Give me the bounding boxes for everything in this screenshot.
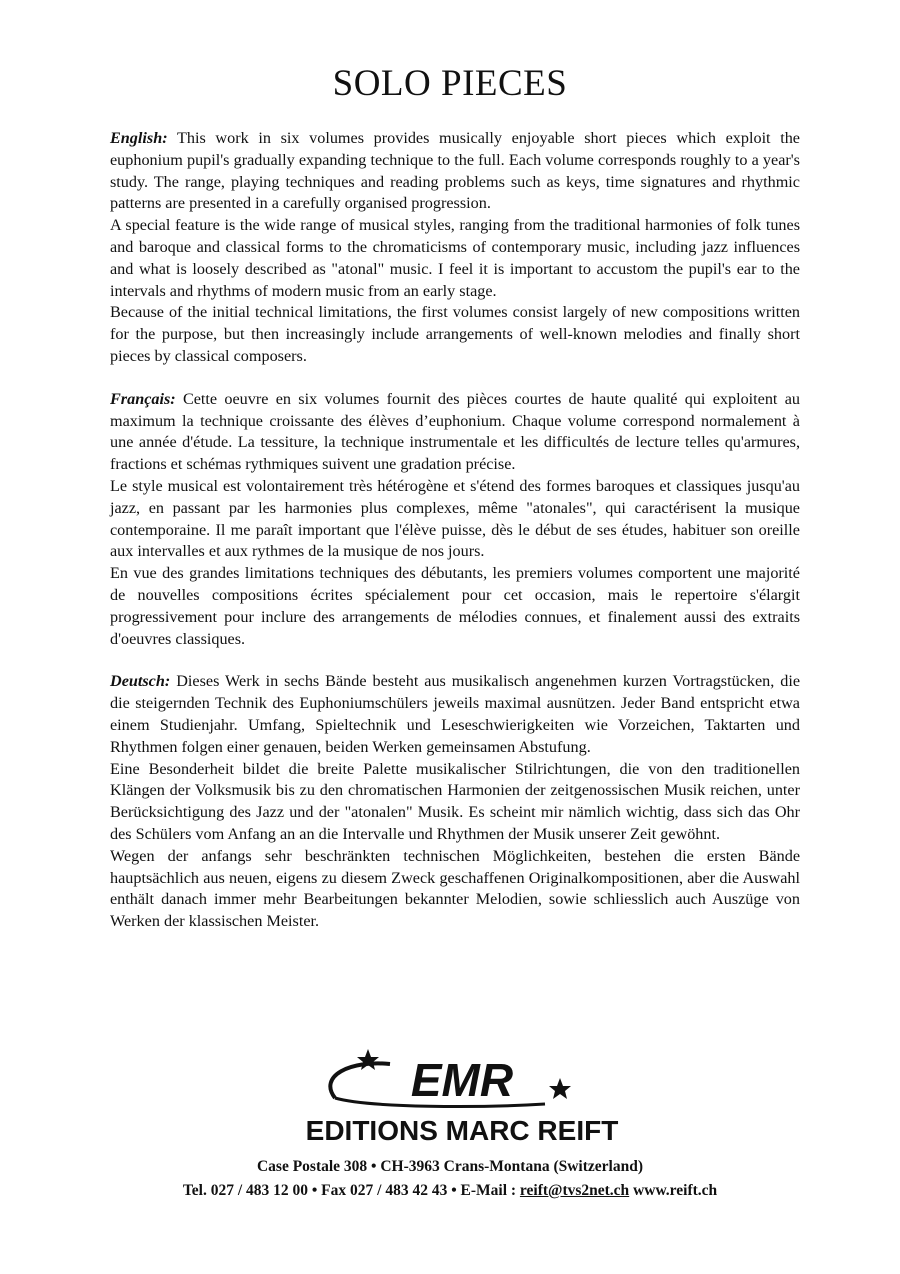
paragraph: Wegen der anfangs sehr beschränkten technischen Möglichkeiten, bestehen die ersten Bände hauptsächlich aus neuen, eigens zu diesem Zweck geschaffenen Originalkompositionen, aber die Auswahl enthält danach immer mehr Bearbeitungen bekannter Melodien, sowie schliesslich auch Auszüge von Werken der klassischen Meister. <box>110 846 800 931</box>
contact-line <box>0 1182 900 1200</box>
paragraph: A special feature is the wide range of musical styles, ranging from the traditional harmonies of folk tunes and baroque and classical forms to the chromaticisms of contemporary music, including jazz influences and what is loosely described as "atonal" music. I feel it is important to accustom the pupil's ear to the intervals and rhythms of modern music from an early stage. <box>110 216 800 300</box>
paragraph-text: This work in six volumes provides musically enjoyable short pieces which exploit the euphonium pupil's gradually expanding technique to the full. Each volume corresponds roughly to a year's study. The range, playing techniques and reading problems such as keys, time signatures and rhythmic patterns are presented in a carefully organised progression. <box>110 129 800 213</box>
paragraph: Eine Besonderheit bildet die breite Palette musikalischer Stilrichtungen, die von den traditionellen Klängen der Volksmusik bis zu den chromatischen Harmonien der zeitgenossischen Musik reichen, unter Berücksichtigung des Jazz und der "atonalen" Musik. Es scheint mir nämlich wichtig, dass sich das Ohr des Schülers vom Anfang an an die Intervalle und Rhythmen der Musik unserer Zeit gewöhnt. <box>110 759 800 843</box>
paragraph-text: Dieses Werk in sechs Bände besteht aus musikalisch angenehmen kurzen Vortragstücken, die die steigernden Technik des Euphoniumschülers jeweils maximal ausnützen. Jeder Band entspricht etwa einem Studienjahr. Umfang, Spieltechnik und Leseschwierigkeiten wie Vorzeichen, Taktarten und Rhythmen folgen einer genauen, beiden Werken gemeinsamen Abstufung. <box>110 672 801 756</box>
star-icon <box>549 1078 571 1099</box>
page-title: SOLO PIECES <box>332 63 568 104</box>
publisher-name: EDITIONS MARC REIFT <box>305 1115 619 1146</box>
language-label: Français: <box>110 389 176 408</box>
logo-mark: EMR <box>410 1054 514 1106</box>
star-icon <box>357 1049 379 1070</box>
phone-fax: Tel. 027 / 483 12 00 • Fax 027 / 483 42 43 • E-Mail : <box>182 1182 520 1199</box>
website-link[interactable]: www.reift.ch <box>629 1182 718 1199</box>
section-english <box>110 128 800 368</box>
paragraph-text: Cette oeuvre en six volumes fournit des pièces courtes de haute qualité qui exploitent au maximum la technique croissante des élèves d’euphonium. Chaque volume correspond normalement à une année d'étude. La tessiture, la technique instrumentale et les difficultés de lecture telles qu'armures, fractions et schémas rythmiques suivent une gradation précise. <box>110 389 800 474</box>
section-francais <box>110 389 800 651</box>
paragraph <box>110 389 800 476</box>
paragraph: Le style musical est volontairement très hétérogène et s'étend des formes baroques et classiques jusqu'au jazz, en passant par les harmonies plus complexes, même "atonales", qui caractérisent la musique contemporaine. Il me paraît important que l'élève puisse, dès le début de ses études, habituer son oreille aux intervalles et aux rythmes de la musique de nos jours. <box>110 476 800 561</box>
paragraph: Because of the initial technical limitations, the first volumes consist largely of new compositions written for the purpose, but then increasingly include arrangements of well-known melodies and finally short pieces by classical composers. <box>110 303 800 365</box>
paragraph <box>110 128 800 215</box>
language-label: Deutsch: <box>110 672 171 691</box>
logo-swoosh <box>330 1063 390 1098</box>
email-link[interactable]: reift@tvs2net.ch <box>519 1182 630 1199</box>
paragraph <box>110 671 800 758</box>
paragraph: En vue des grandes limitations techniques des débutants, les premiers volumes comportent une majorité de nouvelles compositions écrites spécialement pour cet occasion, mais le repertoire s'élargit progressivement pour inclure des arrangements de mélodies connues, et finalement aussi des extraits d'oeuvres classiques. <box>110 564 800 648</box>
emr-logo <box>0 1046 900 1146</box>
section-deutsch <box>110 671 800 933</box>
address-line: Case Postale 308 • CH-3963 Crans-Montana (Switzerland) <box>256 1158 643 1175</box>
language-label: English: <box>110 129 168 147</box>
text-body <box>110 128 800 954</box>
